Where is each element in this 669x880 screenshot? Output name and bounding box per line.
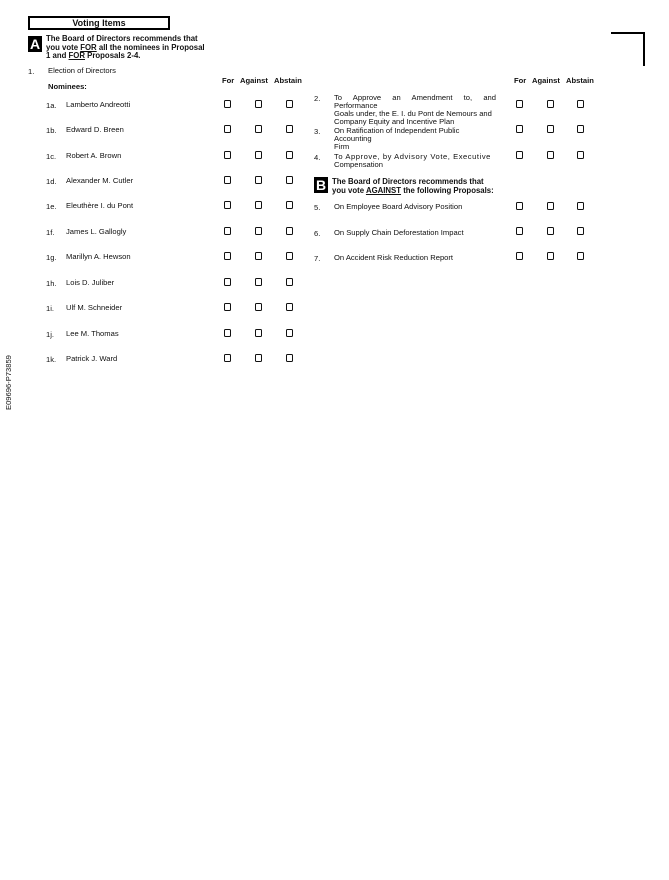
proposal-5-against-checkbox[interactable] xyxy=(547,202,554,210)
rec-a-l3-post: Proposals 2-4. xyxy=(85,51,141,60)
nominee-1k-for-checkbox[interactable] xyxy=(224,354,231,362)
nominee-num: 1k. xyxy=(46,355,57,364)
proposal-2-abstain-checkbox[interactable] xyxy=(577,100,584,108)
nominee-1j-against-checkbox[interactable] xyxy=(255,329,262,337)
proposal-line: On Ratification of Independent Public Accounting xyxy=(334,126,460,143)
nominee-1i-against-checkbox[interactable] xyxy=(255,303,262,311)
col-for-right: For xyxy=(514,76,527,85)
col-abstain-right: Abstain xyxy=(566,76,594,85)
nominee-1k-abstain-checkbox[interactable] xyxy=(286,354,293,362)
proposal-line: Firm xyxy=(334,142,350,151)
proposal-line: Goals under, the E. I. du Pont de Nemours and xyxy=(334,109,492,118)
proposal-7-abstain-checkbox[interactable] xyxy=(577,252,584,260)
rec-a-l2-pre: you vote xyxy=(46,42,81,52)
rec-b-line2 xyxy=(332,187,502,196)
proposal-4-for-checkbox[interactable] xyxy=(516,151,523,159)
proposal-6-for-checkbox[interactable] xyxy=(516,227,523,235)
proposal-text: On Accident Risk Reduction Report xyxy=(334,253,454,262)
rec-a-l2-post: all the nominees in Proposal xyxy=(96,42,205,52)
nominee-1i-abstain-checkbox[interactable] xyxy=(286,303,293,311)
section-b-recommendation xyxy=(332,178,502,195)
nominee-num: 1f. xyxy=(46,228,55,237)
nominee-name: James L. Gallogly xyxy=(66,227,127,236)
proposal-4-abstain-checkbox[interactable] xyxy=(577,151,584,159)
proposal-text xyxy=(334,127,496,151)
document-code: E09696-P73859 xyxy=(4,355,13,410)
proposal-6-against-checkbox[interactable] xyxy=(547,227,554,235)
nominee-1g-abstain-checkbox[interactable] xyxy=(286,252,293,260)
nominee-1d-against-checkbox[interactable] xyxy=(255,176,262,184)
col-against-right: Against xyxy=(532,76,560,85)
rec-b-l2-pre: you vote xyxy=(332,185,366,195)
nominees-label: Nominees: xyxy=(48,82,87,91)
proposal-num: 3. xyxy=(314,127,321,136)
nominee-num: 1j. xyxy=(46,330,55,339)
rec-a-l3-for: FOR xyxy=(68,51,85,60)
proposal-line: To Approve, by Advisory Vote, Executive xyxy=(334,152,491,161)
nominee-1f-for-checkbox[interactable] xyxy=(224,227,231,235)
proposal-line: Compensation xyxy=(334,160,383,169)
col-abstain-left: Abstain xyxy=(274,76,302,85)
nominee-1c-against-checkbox[interactable] xyxy=(255,151,262,159)
voting-items-header: Voting Items xyxy=(28,16,170,30)
nominee-name: Lois D. Juliber xyxy=(66,278,115,287)
section-a-badge: A xyxy=(29,36,41,52)
nominee-name: Alexander M. Cutler xyxy=(66,176,134,185)
section-a-recommendation xyxy=(46,35,216,61)
section-b-badge: B xyxy=(315,177,327,193)
rec-a-l3-pre: 1 and xyxy=(46,51,69,60)
proposal-3-for-checkbox[interactable] xyxy=(516,125,523,133)
nominee-1d-for-checkbox[interactable] xyxy=(224,176,231,184)
proposal-3-against-checkbox[interactable] xyxy=(547,125,554,133)
proposal-num: 5. xyxy=(314,203,321,212)
proposal-5-for-checkbox[interactable] xyxy=(516,202,523,210)
nominee-1b-abstain-checkbox[interactable] xyxy=(286,125,293,133)
proposal-7-against-checkbox[interactable] xyxy=(547,252,554,260)
nominee-num: 1d. xyxy=(46,177,57,186)
nominee-num: 1i. xyxy=(46,304,55,313)
col-against-left: Against xyxy=(240,76,268,85)
nominee-name: Lamberto Andreotti xyxy=(66,100,131,109)
rec-b-l2-against: AGAINST xyxy=(365,185,402,195)
nominee-num: 1c. xyxy=(46,152,57,161)
rec-a-line3 xyxy=(46,52,216,61)
nominee-name: Robert A. Brown xyxy=(66,151,122,160)
proposal-num: 7. xyxy=(314,254,321,263)
nominee-1a-for-checkbox[interactable] xyxy=(224,100,231,108)
nominee-num: 1h. xyxy=(46,279,57,288)
nominee-name: Ulf M. Schneider xyxy=(66,303,123,312)
nominee-1f-abstain-checkbox[interactable] xyxy=(286,227,293,235)
rec-b-line1: The Board of Directors recommends that xyxy=(332,177,484,186)
proposal-num: 6. xyxy=(314,229,321,238)
nominee-1a-abstain-checkbox[interactable] xyxy=(286,100,293,108)
proposal-text xyxy=(334,94,496,126)
proposal-text xyxy=(334,153,496,169)
nominee-1k-against-checkbox[interactable] xyxy=(255,354,262,362)
nominee-num: 1e. xyxy=(46,202,57,211)
nominee-1a-against-checkbox[interactable] xyxy=(255,100,262,108)
nominee-1e-against-checkbox[interactable] xyxy=(255,201,262,209)
proposal-num: 4. xyxy=(314,153,321,162)
rec-a-line1: The Board of Directors recommends that xyxy=(46,34,198,43)
nominee-num: 1g. xyxy=(46,253,57,262)
nominee-name: Edward D. Breen xyxy=(66,125,124,134)
nominee-name: Lee M. Thomas xyxy=(66,329,119,338)
nominee-1g-for-checkbox[interactable] xyxy=(224,252,231,260)
nominee-name: Patrick J. Ward xyxy=(66,354,118,363)
rec-a-l2-for: FOR xyxy=(80,42,97,52)
proposal-2-against-checkbox[interactable] xyxy=(547,100,554,108)
nominee-1h-against-checkbox[interactable] xyxy=(255,278,262,286)
corner-registration-mark xyxy=(611,32,645,66)
nominee-num: 1a. xyxy=(46,101,57,110)
proposal-line: To Approve an Amendment to, and Performance xyxy=(334,93,496,110)
proposal-4-against-checkbox[interactable] xyxy=(547,151,554,159)
nominee-name: Eleuthère I. du Pont xyxy=(66,201,134,210)
proposal-num: 2. xyxy=(314,94,321,103)
col-for-left: For xyxy=(222,76,235,85)
proposal-2-for-checkbox[interactable] xyxy=(516,100,523,108)
nominee-1e-for-checkbox[interactable] xyxy=(224,201,231,209)
proposal-3-abstain-checkbox[interactable] xyxy=(577,125,584,133)
proposal-line: Company Equity and Incentive Plan xyxy=(334,117,455,126)
nominee-1j-abstain-checkbox[interactable] xyxy=(286,329,293,337)
nominee-1h-abstain-checkbox[interactable] xyxy=(286,278,293,286)
nominee-1b-for-checkbox[interactable] xyxy=(224,125,231,133)
election-number: 1. xyxy=(28,67,35,76)
nominee-1e-abstain-checkbox[interactable] xyxy=(286,201,293,209)
nominee-1c-for-checkbox[interactable] xyxy=(224,151,231,159)
nominee-1h-for-checkbox[interactable] xyxy=(224,278,231,286)
nominee-num: 1b. xyxy=(46,126,57,135)
nominee-1b-against-checkbox[interactable] xyxy=(255,125,262,133)
proposal-text: On Supply Chain Deforestation Impact xyxy=(334,228,464,237)
election-title: Election of Directors xyxy=(48,66,116,75)
proposal-5-abstain-checkbox[interactable] xyxy=(577,202,584,210)
nominee-1f-against-checkbox[interactable] xyxy=(255,227,262,235)
nominee-1g-against-checkbox[interactable] xyxy=(255,252,262,260)
proposal-7-for-checkbox[interactable] xyxy=(516,252,523,260)
rec-b-l2-post: the following Proposals: xyxy=(401,185,494,195)
nominee-1j-for-checkbox[interactable] xyxy=(224,329,231,337)
proposal-6-abstain-checkbox[interactable] xyxy=(577,227,584,235)
nominee-1c-abstain-checkbox[interactable] xyxy=(286,151,293,159)
nominee-1i-for-checkbox[interactable] xyxy=(224,303,231,311)
nominee-name: Marillyn A. Hewson xyxy=(66,252,131,261)
proposal-text: On Employee Board Advisory Position xyxy=(334,202,463,211)
nominee-1d-abstain-checkbox[interactable] xyxy=(286,176,293,184)
